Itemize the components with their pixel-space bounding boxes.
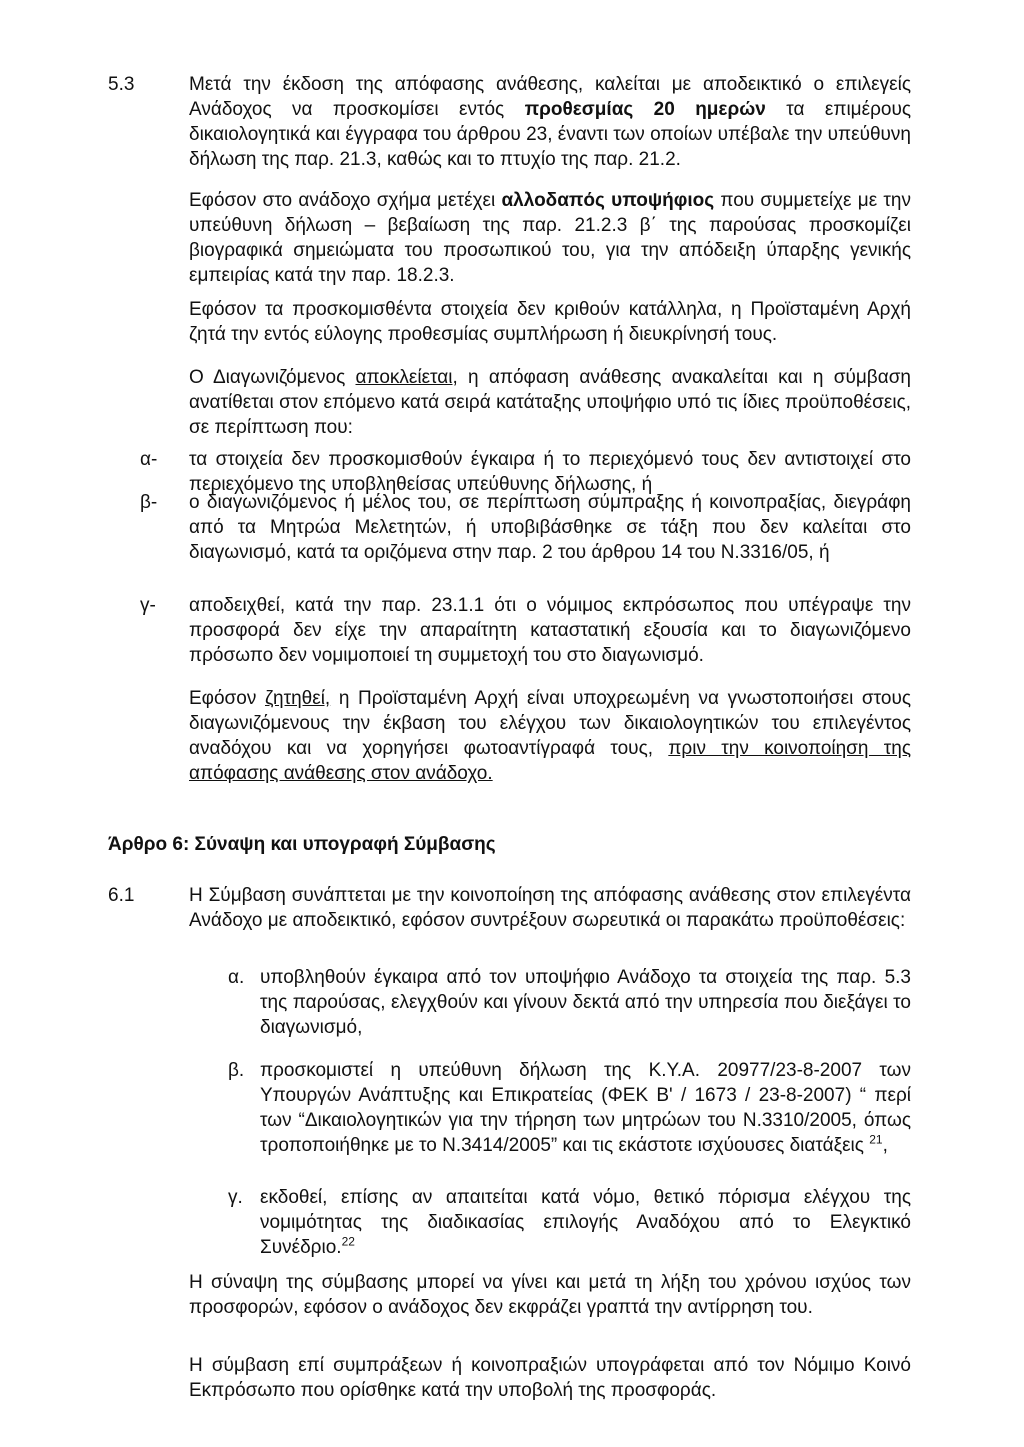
list-item: αποδειχθεί, κατά την παρ. 23.1.1 ότι ο νόμιμος εκπρόσωπος που υπέγραψε την προσφορά δεν είχε την απαραίτητη καταστατική εξουσία και το διαγωνιζόμενο πρόσωπο δεν νομιμοποιεί τη συμμετοχή του στο διαγωνισμό. [189, 595, 911, 666]
list-item [260, 1058, 911, 1158]
list-label: α. [228, 967, 245, 988]
section-number: 5.3 [108, 74, 135, 95]
text: η Προϊσταμένη Αρχή είναι υποχρεωμένη να γνωστοποιήσει στους διαγωνιζόμενους την έκβαση του ελέγχου των δικαιολογητικών του επιλεγέντος αναδόχου και να χορηγήσει φωτοαντίγραφά τους, [189, 688, 911, 759]
list-label: α- [140, 449, 158, 470]
paragraph-clarification: Εφόσον τα προσκομισθέντα στοιχεία δεν κριθούν κατάλληλα, η Προϊσταμένη Αρχή ζητά την εντός εύλογης προθεσμίας συμπλήρωση ή διευκρίνησή τους. [189, 299, 911, 345]
paragraph-exclusion [189, 365, 911, 440]
list-label: β. [228, 1060, 245, 1081]
underlined-text: ζητηθεί, [264, 688, 331, 709]
text: Εφόσον στο ανάδοχο σχήμα μετέχει [189, 190, 502, 211]
text: εκδοθεί, επίσης αν απαιτείται κατά νόμο, θετικό πόρισμα ελέγχου της νομιμότητας της διαδικασίας επιλογής Αναδόχου από το Ελεγκτικό Συνέδριο. [260, 1187, 911, 1258]
list-label: γ. [228, 1187, 243, 1208]
text: Ο Διαγωνιζόμενος [189, 367, 356, 388]
bold-text: αλλοδαπός υποψήφιος [501, 190, 715, 211]
footnote-ref: 21 [869, 1132, 883, 1147]
section-number: 6.1 [108, 885, 135, 906]
text: τα επιμέρους δικαιολογητικά και έγγραφα του άρθρου 23, έναντι των οποίων υπέβαλε την υπεύθυνη δήλωση της παρ. 21.3, καθώς και το πτυχίο της παρ. 21.2. [189, 99, 912, 170]
list-item: ο διαγωνιζόμενος ή μέλος του, σε περίπτωση σύμπραξης ή κοινοπραξίας, διεγράφη από τα Μητρώα Μελετητών, ή υποβιβάσθηκε σε τάξη που δεν καλείται στο διαγωνισμό, κατά τα οριζόμενα στην παρ. 2 του άρθρου 14 του Ν.3316/05, ή [189, 492, 911, 563]
list-item: τα στοιχεία δεν προσκομισθούν έγκαιρα ή το περιεχόμενό τους δεν αντιστοιχεί στο περιεχόμενο της υποβληθείσας υπεύθυνης δήλωσης, ή [189, 449, 911, 495]
text: που συμμετείχε με την υπεύθυνη δήλωση – βεβαίωση της παρ. 21.2.3 β΄ της παρούσας προσκομίζει βιογραφικά σημειώματα του προσωπικού του, για την απόδειξη ύπαρξης γενικής εμπειρίας κατά την παρ. 18.2.3. [189, 190, 911, 286]
list-label: β- [140, 492, 158, 513]
underlined-text: πριν την κοινοποίηση της απόφασης ανάθεσης στον ανάδοχο. [189, 738, 911, 784]
paragraph-signing-after-validity: Η σύναψη της σύμβασης μπορεί να γίνει και μετά τη λήξη του χρόνου ισχύος των προσφορών, εφόσον ο ανάδοχος δεν εκφράζει γραπτά την αντίρρηση του. [189, 1272, 911, 1318]
text: προσκομιστεί η υπεύθυνη δήλωση της Κ.Υ.Α. 20977/23-8-2007 των Υπουργών Ανάπτυξης και Επικρατείας (ΦΕΚ Β' / 1673 / 23-8-2007) “ περί των “Δικαιολογητικών για την τήρηση των μητρώων του Ν.3310/2005, όπως τροποποιήθηκε με το Ν.3414/2005” και τις εκάστοτε ισχύουσες διατάξεις [260, 1060, 911, 1156]
list-item [260, 1185, 911, 1260]
paragraph-foreign-candidate [189, 188, 911, 288]
text: , η απόφαση ανάθεσης ανακαλείται και η σύμβαση ανατίθεται στον επόμενο κατά σειρά κατάταξης υποψήφιο υπό τις ίδιες προϋποθέσεις, σε περίπτωση που: [189, 367, 911, 438]
text: Εφόσον [189, 688, 265, 709]
underlined-text: αποκλείεται [355, 367, 453, 388]
paragraph-joint-venture-signing: Η σύμβαση επί συμπράξεων ή κοινοπραξιών υπογράφεται από τον Νόμιμο Κοινό Εκπρόσωπο που ορίσθηκε κατά την υποβολή της προσφοράς. [189, 1355, 911, 1401]
list-item: υποβληθούν έγκαιρα από τον υποψήφιο Ανάδοχο τα στοιχεία της παρ. 5.3 της παρούσας, ελεγχθούν και γίνουν δεκτά από την υπηρεσία που διεξάγει το διαγωνισμό, [260, 967, 911, 1038]
footnote-ref: 22 [341, 1234, 355, 1249]
text: Μετά την έκδοση της απόφασης ανάθεσης, καλείται με αποδεικτικό ο επιλεγείς Ανάδοχος να προσκομίσει εντός [189, 74, 911, 120]
paragraph-contract-intro: Η Σύμβαση συνάπτεται με την κοινοποίηση της απόφασης ανάθεσης στον επιλεγέντα Ανάδοχο με αποδεικτικό, εφόσον συντρέξουν σωρευτικά οι παρακάτω προϋποθέσεις: [189, 885, 911, 931]
paragraph-notification [189, 686, 911, 786]
article-heading: Άρθρο 6: Σύναψη και υπογραφή Σύμβασης [108, 834, 496, 855]
text: , [882, 1135, 888, 1156]
paragraph-deadline [189, 72, 911, 172]
list-label: γ- [140, 595, 156, 616]
bold-text: προθεσμίας 20 ημερών [524, 99, 766, 120]
